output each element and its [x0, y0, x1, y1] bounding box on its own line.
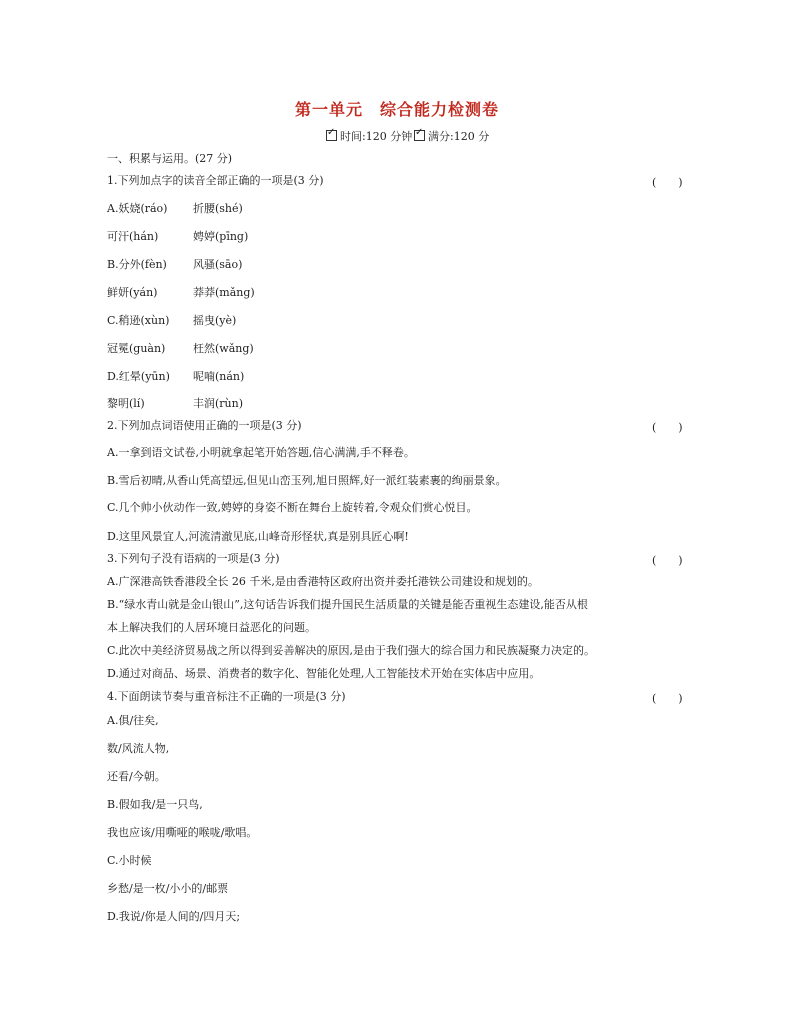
- checkbox-icon: [414, 130, 425, 141]
- q4-line: D.我说/你是人间的/四月天;: [107, 910, 241, 923]
- q4-line: B.假如我/是一只鸟,: [107, 798, 203, 811]
- answer-blank-q4: ( ): [652, 692, 683, 705]
- question-1-stem: 1.下列加点字的读音全部正确的一项是(3 分): [107, 174, 324, 187]
- q1-option: 风骚(sāo): [193, 258, 243, 271]
- q1-option: C.稍逊(xùn): [107, 314, 170, 327]
- answer-blank-q1: ( ): [652, 176, 683, 189]
- q1-option: 黎明(lí): [107, 397, 145, 410]
- q3-option: B.“绿水青山就是金山银山”,这句话告诉我们提升国民生活质量的关键是能否重视生态建设,能否从根: [107, 598, 588, 611]
- q4-line: 我也应该/用嘶哑的喉咙/歌唱。: [107, 826, 258, 839]
- q1-option: D.红晕(yūn): [107, 370, 170, 383]
- q3-option-continued: 本上解决我们的人居环境日益恶化的问题。: [107, 621, 316, 634]
- q3-option: D.通过对商品、场景、消费者的数字化、智能化处理,人工智能技术开始在实体店中应用。: [107, 667, 541, 680]
- q2-option: D.这里风景宜人,河流清澈见底,山峰奇形怪状,真是别具匠心啊!: [107, 530, 409, 543]
- question-2-stem: 2.下列加点词语使用正确的一项是(3 分): [107, 419, 302, 432]
- q1-option: A.妖娆(ráo): [107, 202, 168, 215]
- q1-option: 可汗(hán): [107, 230, 159, 243]
- exam-score: [414, 128, 489, 144]
- page-title: 第一单元 综合能力检测卷: [294, 100, 499, 119]
- q1-option: 枉然(wǎng): [193, 342, 254, 355]
- question-3-stem: 3.下列句子没有语病的一项是(3 分): [107, 552, 280, 565]
- q4-line: 还看/今朝。: [107, 770, 166, 783]
- answer-blank-q2: ( ): [652, 421, 683, 434]
- q1-option: 折腰(shé): [193, 202, 243, 215]
- q4-line: 数/风流人物,: [107, 742, 170, 755]
- q1-option: 鲜妍(yán): [107, 286, 158, 299]
- checkbox-icon: [326, 130, 337, 141]
- q1-option: 丰润(rùn): [193, 397, 244, 410]
- q1-option: 冠冕(guàn): [107, 342, 166, 355]
- score-label: 满分:120 分: [428, 130, 490, 143]
- q4-line: C.小时候: [107, 854, 152, 867]
- q1-option: 呢喃(nán): [193, 370, 245, 383]
- q2-option: C.几个帅小伙动作一致,娉婷的身姿不断在舞台上旋转着,令观众们赏心悦目。: [107, 501, 478, 514]
- q2-option: A.一拿到语文试卷,小明就拿起笔开始答题,信心满满,手不释卷。: [107, 446, 415, 459]
- q4-line: A.俱/往矣,: [107, 714, 159, 727]
- q4-line: 乡愁/是一枚/小小的/邮票: [107, 882, 229, 895]
- q1-option: 莽莽(mǎng): [193, 286, 255, 299]
- section-heading: 一、积累与运用。(27 分): [107, 152, 233, 165]
- time-label: 时间:120 分钟: [340, 130, 413, 143]
- q1-option: 娉婷(pīng): [193, 230, 249, 243]
- answer-blank-q3: ( ): [652, 554, 683, 567]
- q1-option: B.分外(fèn): [107, 258, 167, 271]
- q3-option: C.此次中美经济贸易战之所以得到妥善解决的原因,是由于我们强大的综合国力和民族凝聚力决定的。: [107, 644, 596, 657]
- question-4-stem: 4.下面朗读节奏与重音标注不正确的一项是(3 分): [107, 690, 346, 703]
- q2-option: B.雪后初晴,从香山凭高望远,但见山峦玉列,旭日照辉,好一派红装素裹的绚丽景象。: [107, 474, 507, 487]
- exam-time: [326, 128, 412, 144]
- q3-option: A.广深港高铁香港段全长 26 千米,是由香港特区政府出资并委托港铁公司建设和规划的。: [107, 575, 539, 588]
- q1-option: 摇曳(yè): [193, 314, 237, 327]
